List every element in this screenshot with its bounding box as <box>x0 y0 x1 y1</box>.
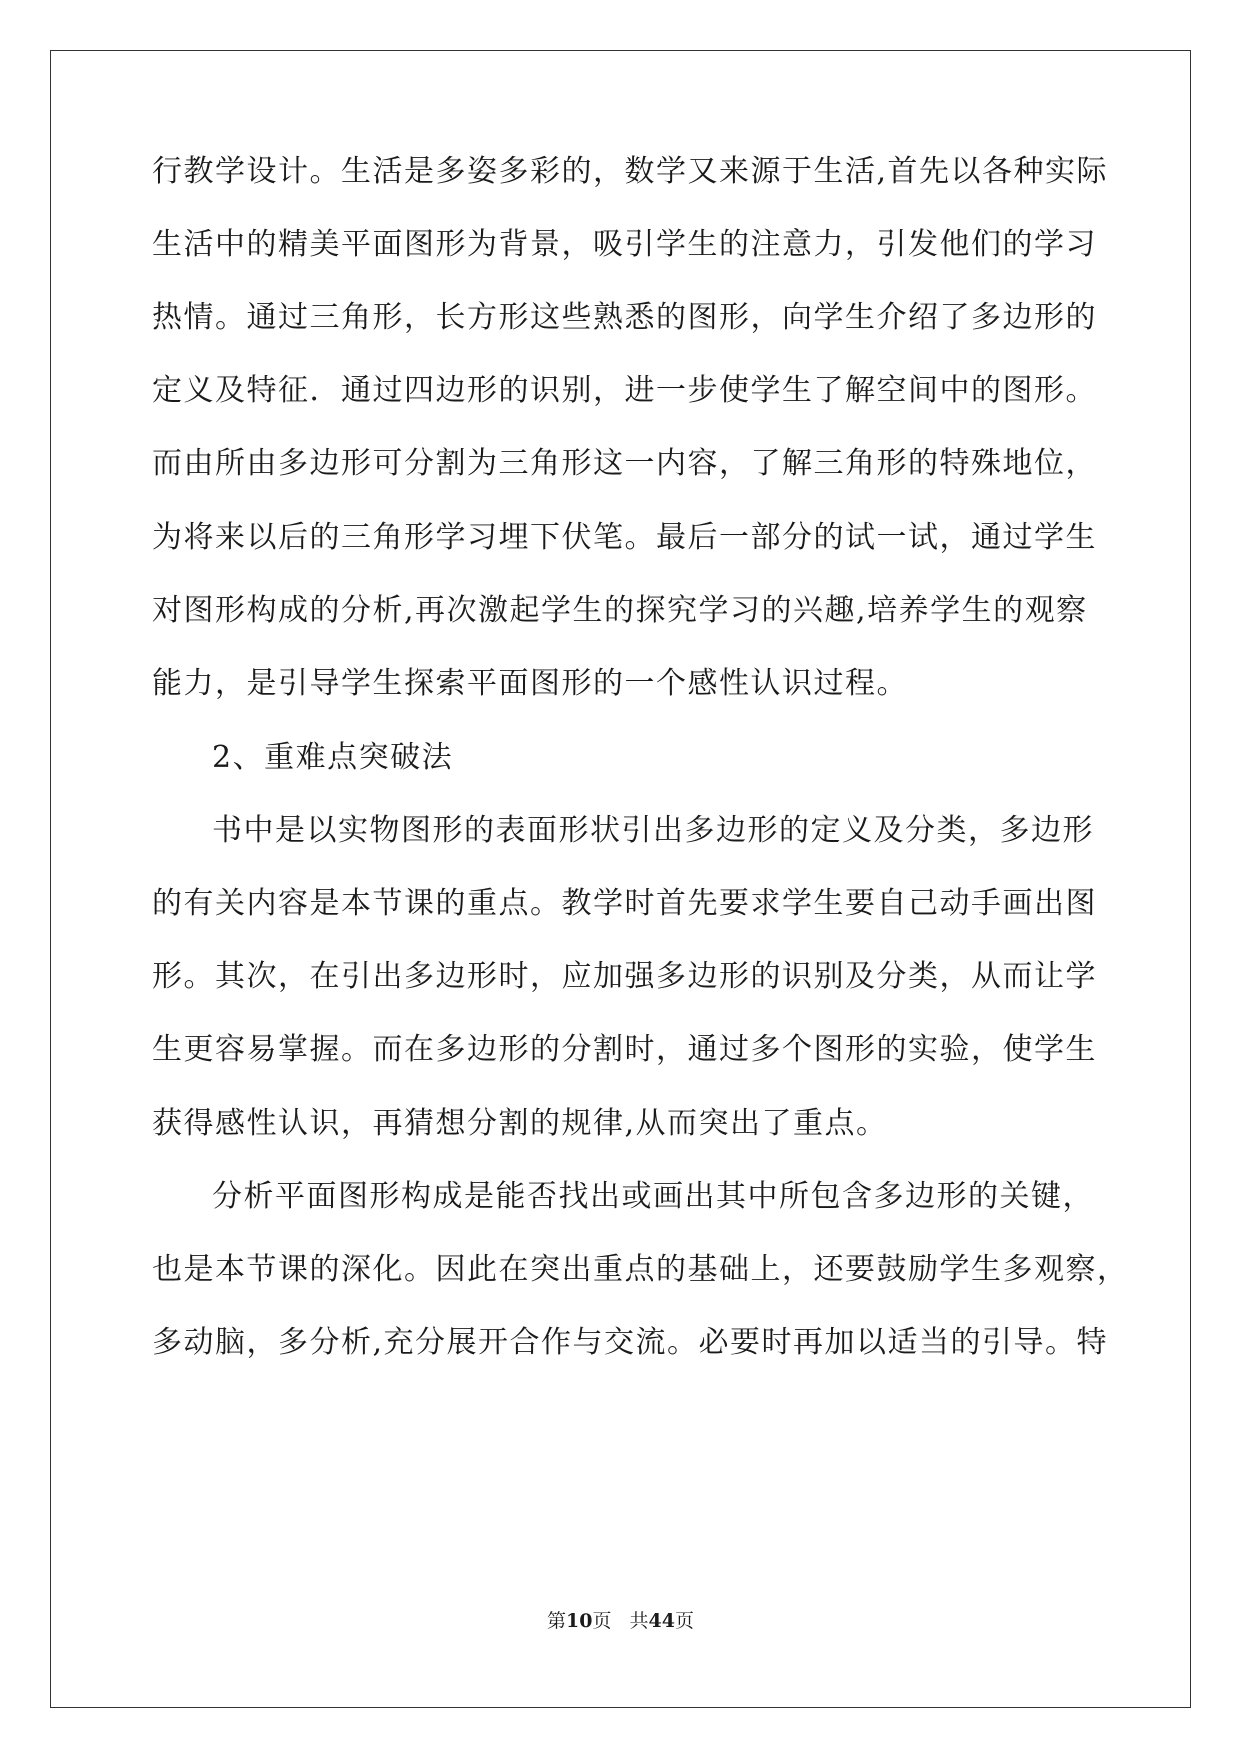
footer-page-number: 10 <box>566 1610 593 1632</box>
body-line-14: 获得感性认识，再猜想分割的规律,从而突出了重点。 <box>152 1106 888 1141</box>
body-line-7: 对图形构成的分析,再次激起学生的探究学习的兴趣,培养学生的观察 <box>152 593 1088 628</box>
footer-total-prefix: 共 <box>629 1610 649 1632</box>
body-line-8: 能力，是引导学生探索平面图形的一个感性认识过程。 <box>152 666 908 701</box>
footer-total-pages: 44 <box>648 1610 675 1632</box>
body-line-10: 书中是以实物图形的表面形状引出多边形的定义及分类，多边形 <box>212 813 1094 848</box>
body-line-12: 形。其次，在引出多边形时，应加强多边形的识别及分类，从而让学 <box>152 959 1097 994</box>
body-line-3: 热情。通过三角形，长方形这些熟悉的图形，向学生介绍了多边形的 <box>152 300 1097 335</box>
body-line-4: 定义及特征．通过四边形的识别，进一步使学生了解空间中的图形。 <box>152 373 1097 408</box>
body-line-1: 行教学设计。生活是多姿多彩的，数学又来源于生活,首先以各种实际 <box>152 154 1109 189</box>
footer-page-prefix: 第 <box>547 1610 567 1632</box>
footer-total-suffix: 页 <box>674 1610 694 1632</box>
body-line-15: 分析平面图形构成是能否找出或画出其中所包含多边形的关键， <box>212 1179 1094 1214</box>
body-line-5: 而由所由多边形可分割为三角形这一内容，了解三角形的特殊地位， <box>152 446 1097 481</box>
footer-page-suffix: 页 <box>592 1610 612 1632</box>
page-footer <box>0 1608 1241 1634</box>
body-line-2: 生活中的精美平面图形为背景，吸引学生的注意力，引发他们的学习 <box>152 227 1097 262</box>
body-line-16: 也是本节课的深化。因此在突出重点的基础上，还要鼓励学生多观察， <box>152 1252 1129 1287</box>
body-line-13: 生更容易掌握。而在多边形的分割时，通过多个图形的实验，使学生 <box>152 1032 1097 1067</box>
body-line-11: 的有关内容是本节课的重点。教学时首先要求学生要自己动手画出图 <box>152 886 1097 921</box>
section-heading: 2、重难点突破法 <box>212 740 454 775</box>
body-line-17: 多动脑，多分析,充分展开合作与交流。必要时再加以适当的引导。特 <box>152 1325 1109 1360</box>
body-line-6: 为将来以后的三角形学习埋下伏笔。最后一部分的试一试，通过学生 <box>152 520 1097 555</box>
